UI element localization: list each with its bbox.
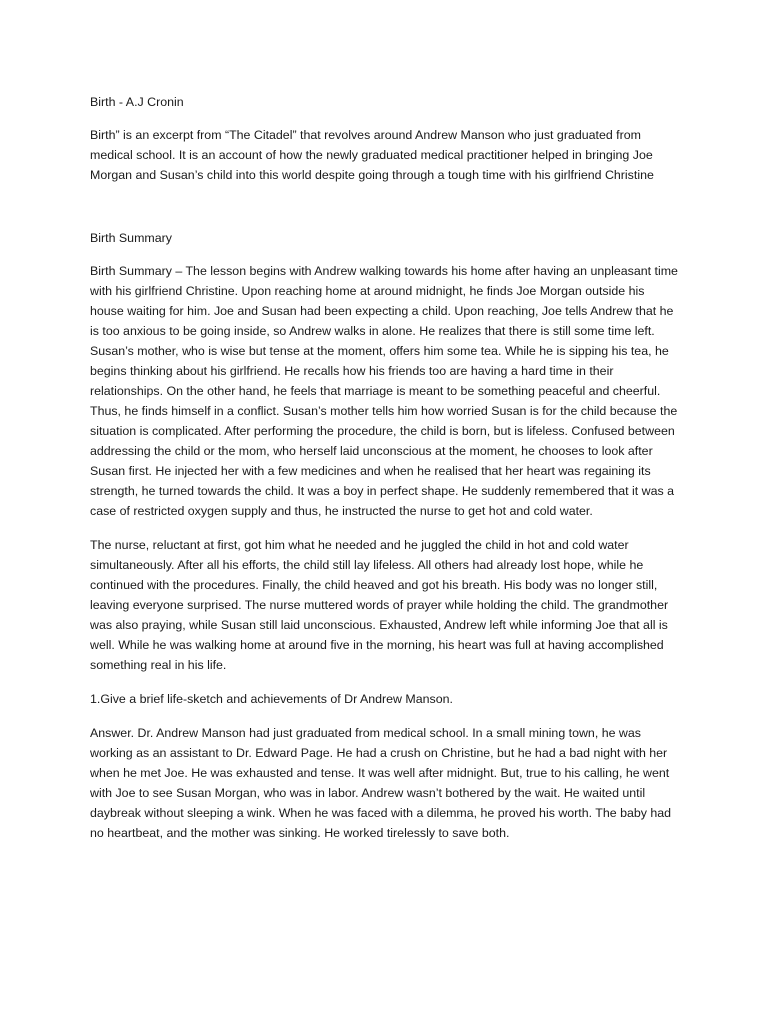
- intro-paragraph: Birth” is an excerpt from “The Citadel” that revolves around Andrew Manson who just graduated from medical school. It is an account of how the newly graduated medical practitioner helped in bringing Joe Morgan and Susan’s child into this world despite going through a tough time with his girlfriend Christine: [90, 128, 654, 182]
- summary-paragraph-2: The nurse, reluctant at first, got him what he needed and he juggled the child in hot and cold water simultaneously. After all his efforts, the child still lay lifeless. All others had already lost hope, while he continued with the procedures. Finally, the child heaved and got his breath. His body was no longer still, leaving everyone surprised. The nurse muttered words of prayer while holding the child. The grandmother was also praying, while Susan still laid unconscious. Exhausted, Andrew left while informing Joe that all is well. While he was walking home at around five in the morning, his heart was full at having accomplished something real in his life.: [90, 538, 669, 672]
- question-1: 1.Give a brief life-sketch and achievements of Dr Andrew Manson.: [90, 692, 453, 706]
- summary-paragraph-1: Birth Summary – The lesson begins with Andrew walking towards his home after having an unpleasant time with his girlfriend Christine. Upon reaching home at around midnight, he finds Joe Morgan outside his house waiting for him. Joe and Susan had been expecting a child. Upon reaching, Joe tells Andrew that he is too anxious to be going inside, so Andrew walks in alone. He realizes that there is still some time left. Susan’s mother, who is wise but tense at the moment, offers him some tea. While he is sipping his tea, he begins thinking about his girlfriend. He recalls how his friends too are having a hard time in their relationships. On the other hand, he feels that marriage is meant to be something peaceful and cheerful. Thus, he finds himself in a conflict. Susan’s mother tells him how worried Susan is for the child because the situation is complicated. After performing the procedure, the child is born, but is lifeless. Confused between addressing the child or the mom, who herself laid unconscious at the moment, he chooses to look after Susan first. He injected her with a few medicines and when he realised that her heart was regaining its strength, he turned towards the child. It was a boy in perfect shape. He suddenly remembered that it was a case of restricted oxygen supply and thus, he instructed the nurse to get hot and cold water.: [90, 264, 678, 518]
- document-title: Birth - A.J Cronin: [90, 95, 184, 109]
- document-page: [90, 92, 680, 857]
- answer-1: Answer. Dr. Andrew Manson had just graduated from medical school. In a small mining town, he was working as an assistant to Dr. Edward Page. He had a crush on Christine, but he had a bad night with her when he met Joe. He was exhausted and tense. It was well after midnight. But, true to his calling, he went with Joe to see Susan Morgan, who was in labor. Andrew wasn’t bothered by the wait. He waited until daybreak without sleeping a wink. When he was faced with a dilemma, he proved his worth. The baby had no heartbeat, and the mother was sinking. He worked tirelessly to save both.: [90, 726, 672, 840]
- summary-heading: Birth Summary: [90, 231, 172, 245]
